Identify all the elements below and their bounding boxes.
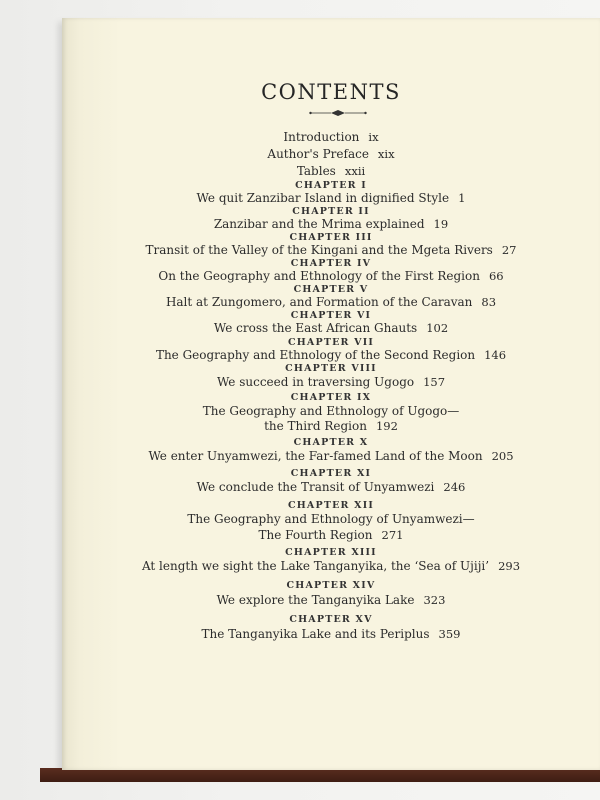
chapter-label: CHAPTER X bbox=[293, 437, 369, 448]
toc-entry-chapter-9-line-1[interactable] bbox=[62, 404, 600, 418]
entry-title: The Geography and Ethnology of Unyamwezi— bbox=[187, 512, 475, 526]
entry-page-number: 19 bbox=[433, 217, 449, 231]
toc-entry-chapter-12-line-1[interactable] bbox=[62, 512, 600, 526]
toc-entry-chapter-7[interactable] bbox=[62, 348, 600, 362]
toc-entry-authors-preface[interactable] bbox=[62, 147, 600, 161]
toc-entry-chapter-6[interactable] bbox=[62, 321, 600, 335]
chapter-label: CHAPTER II bbox=[292, 206, 370, 217]
entry-title: We quit Zanzibar Island in dignified Style bbox=[196, 191, 450, 205]
entry-page-number: 83 bbox=[481, 295, 497, 309]
contents-heading: CONTENTS bbox=[261, 80, 401, 104]
entry-page-number: 293 bbox=[498, 559, 521, 573]
entry-title: We conclude the Transit of Unyamwezi bbox=[196, 480, 435, 494]
toc-entry-chapter-2[interactable] bbox=[62, 217, 600, 231]
chapter-label: CHAPTER I bbox=[295, 180, 367, 191]
entry-page-number: 271 bbox=[381, 528, 404, 542]
entry-page-number: 205 bbox=[491, 449, 514, 463]
entry-title: The Fourth Region bbox=[258, 528, 373, 542]
toc-entry-chapter-14[interactable] bbox=[62, 593, 600, 607]
toc-entry-chapter-10[interactable] bbox=[62, 449, 600, 463]
entry-page-number: 1 bbox=[458, 191, 466, 205]
entry-title: We succeed in traversing Ugogo bbox=[216, 375, 415, 389]
entry-title: Introduction bbox=[283, 130, 360, 144]
chapter-label: CHAPTER IV bbox=[290, 258, 372, 269]
entry-title: On the Geography and Ethnology of the First Region bbox=[158, 269, 480, 283]
entry-page-number: 27 bbox=[501, 243, 517, 257]
chapter-label: CHAPTER III bbox=[289, 232, 373, 243]
entry-page-number: 66 bbox=[488, 269, 504, 283]
entry-page-number: 192 bbox=[375, 419, 398, 433]
book-page bbox=[62, 18, 600, 770]
chapter-label: CHAPTER XI bbox=[290, 468, 372, 479]
entry-title: We cross the East African Ghauts bbox=[213, 321, 418, 335]
chapter-label: CHAPTER VII bbox=[287, 337, 375, 348]
toc-entry-chapter-4[interactable] bbox=[62, 269, 600, 283]
entry-title: Halt at Zungomero, and Formation of the Caravan bbox=[165, 295, 473, 309]
entry-title: Transit of the Valley of the Kingani and the Mgeta Rivers bbox=[145, 243, 493, 257]
toc-entry-chapter-13[interactable] bbox=[62, 559, 600, 573]
entry-page-number: 359 bbox=[438, 627, 461, 641]
entry-page-number: 146 bbox=[484, 348, 507, 362]
toc-entry-chapter-3[interactable] bbox=[62, 243, 600, 257]
entry-page-number: xxii bbox=[344, 164, 366, 178]
entry-title: At length we sight the Lake Tanganyika, the ‘Sea of Ujiji’ bbox=[141, 559, 490, 573]
toc-entry-introduction[interactable] bbox=[62, 130, 600, 144]
toc-entry-chapter-12-line-2[interactable] bbox=[62, 528, 600, 542]
chapter-label: CHAPTER XIII bbox=[285, 547, 377, 558]
toc-entry-chapter-8[interactable] bbox=[62, 375, 600, 389]
entry-page-number: 323 bbox=[423, 593, 446, 607]
entry-title: The Geography and Ethnology of the Second Region bbox=[155, 348, 476, 362]
entry-title: We explore the Tanganyika Lake bbox=[216, 593, 415, 607]
entry-title: Author's Preface bbox=[267, 147, 369, 161]
ornament-rule-icon bbox=[309, 108, 367, 118]
chapter-label: CHAPTER XV bbox=[289, 614, 373, 625]
toc-entry-chapter-11[interactable] bbox=[62, 480, 600, 494]
toc-entry-chapter-1[interactable] bbox=[62, 191, 600, 205]
entry-page-number: 102 bbox=[426, 321, 449, 335]
toc-entry-chapter-5[interactable] bbox=[62, 295, 600, 309]
toc-entry-chapter-9-line-2[interactable] bbox=[62, 419, 600, 433]
entry-title: the Third Region bbox=[264, 419, 367, 433]
entry-title: The Geography and Ethnology of Ugogo— bbox=[202, 404, 460, 418]
chapter-label: CHAPTER XII bbox=[287, 500, 375, 511]
book-cover-edge bbox=[40, 768, 600, 782]
entry-title: Tables bbox=[296, 164, 336, 178]
entry-title: The Tanganyika Lake and its Periplus bbox=[201, 627, 430, 641]
toc-entry-tables[interactable] bbox=[62, 164, 600, 178]
entry-title: We enter Unyamwezi, the Far-famed Land of the Moon bbox=[148, 449, 483, 463]
entry-page-number: ix bbox=[368, 130, 379, 144]
entry-page-number: 157 bbox=[423, 375, 446, 389]
entry-title: Zanzibar and the Mrima explained bbox=[213, 217, 425, 231]
chapter-label: CHAPTER VIII bbox=[285, 363, 377, 374]
entry-page-number: xix bbox=[377, 147, 395, 161]
chapter-label: CHAPTER V bbox=[293, 284, 369, 295]
entry-page-number: 246 bbox=[443, 480, 466, 494]
chapter-label: CHAPTER IX bbox=[290, 392, 372, 403]
toc-entry-chapter-15[interactable] bbox=[62, 627, 600, 641]
chapter-label: CHAPTER XIV bbox=[286, 580, 376, 591]
chapter-label: CHAPTER VI bbox=[290, 310, 372, 321]
